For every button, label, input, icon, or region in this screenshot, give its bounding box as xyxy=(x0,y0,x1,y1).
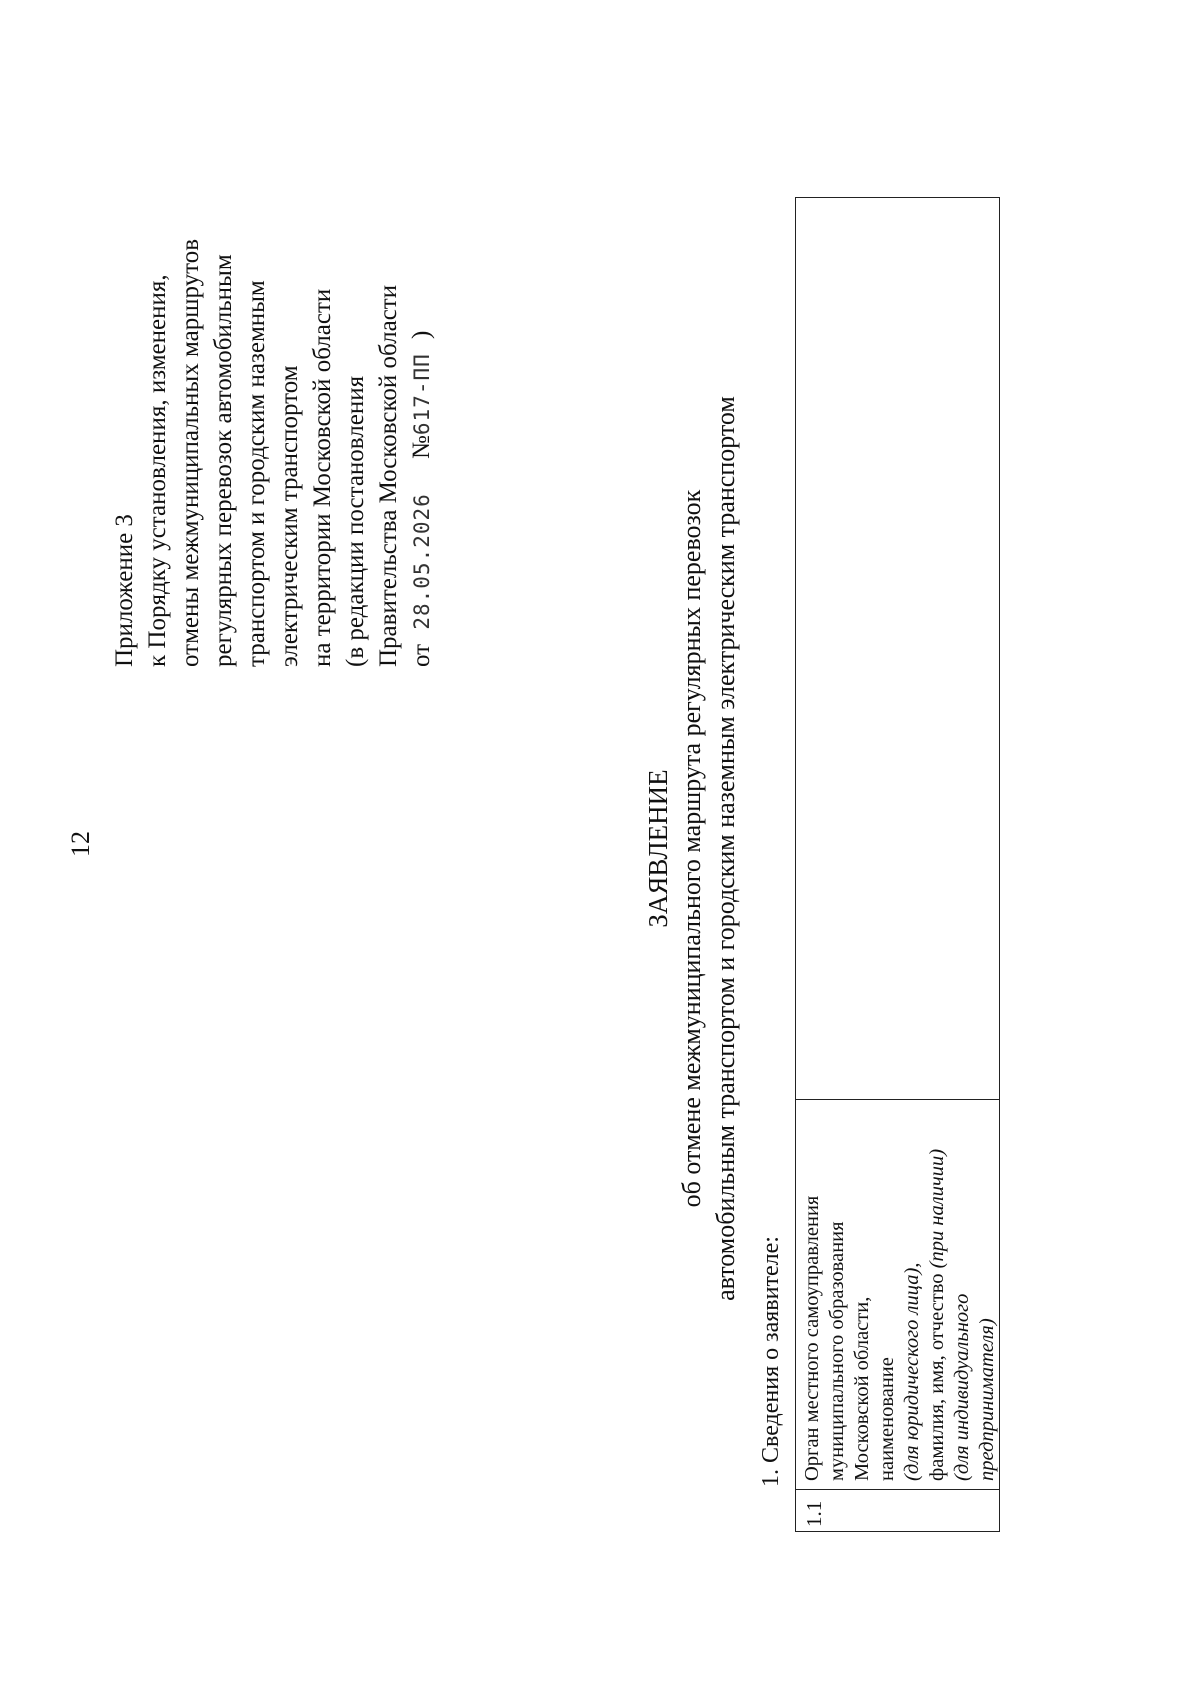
label-line: (для юридического лица), xyxy=(901,1262,923,1481)
appendix-line: Приложение 3 xyxy=(111,514,138,667)
label-line: наименование xyxy=(876,1357,898,1481)
resolution-date: 28.05.2026 xyxy=(410,493,434,630)
label-text-italic: (при наличии) xyxy=(926,1148,948,1269)
page-number: 12 xyxy=(66,831,95,857)
appendix-line: транспортом и городским наземным xyxy=(243,280,270,667)
appendix-line: регулярных перевозок автомобильным xyxy=(210,254,237,667)
document-title: ЗАЯВЛЕНИЕ xyxy=(643,769,673,928)
label-line: муниципального образования xyxy=(826,1221,848,1481)
label-line xyxy=(925,1108,950,1481)
appendix-line: Правительства Московской области xyxy=(375,284,402,667)
applicant-value-field[interactable] xyxy=(796,198,999,1099)
appendix-block xyxy=(108,67,439,667)
row-label xyxy=(796,1099,999,1489)
document-subtitle xyxy=(675,0,743,1697)
section-heading: 1. Сведения о заявителе: xyxy=(758,1236,784,1487)
date-prefix: от xyxy=(408,643,435,667)
resolution-number: 617-ПП xyxy=(410,353,434,436)
appendix-line: к Порядку установления, изменения, xyxy=(144,274,171,667)
subtitle-line: автомобильным транспортом и городским наземным электрическим транспортом xyxy=(711,396,740,1301)
label-line: предпринимателя) xyxy=(976,1318,998,1481)
subtitle-line: об отмене межмуниципального маршрута регулярных перевозок xyxy=(677,489,706,1208)
applicant-info-table xyxy=(795,197,1000,1532)
row-number: 1.1 xyxy=(796,1489,999,1531)
appendix-line: (в редакции постановления xyxy=(342,375,369,667)
label-line: (для индивидуального xyxy=(951,1293,973,1481)
label-line: Орган местного самоуправления xyxy=(801,1195,823,1481)
appendix-line: электрическим транспортом xyxy=(276,365,303,667)
appendix-line: на территории Московской области xyxy=(309,288,336,667)
number-sign: № xyxy=(408,435,435,459)
label-line: Московской области, xyxy=(851,1296,873,1481)
label-text: фамилия, имя, отчество xyxy=(926,1268,948,1481)
appendix-line: отмены межмуниципальных маршрутов xyxy=(177,238,204,667)
closing-paren: ) xyxy=(408,330,435,339)
appendix-date-line xyxy=(405,67,439,667)
